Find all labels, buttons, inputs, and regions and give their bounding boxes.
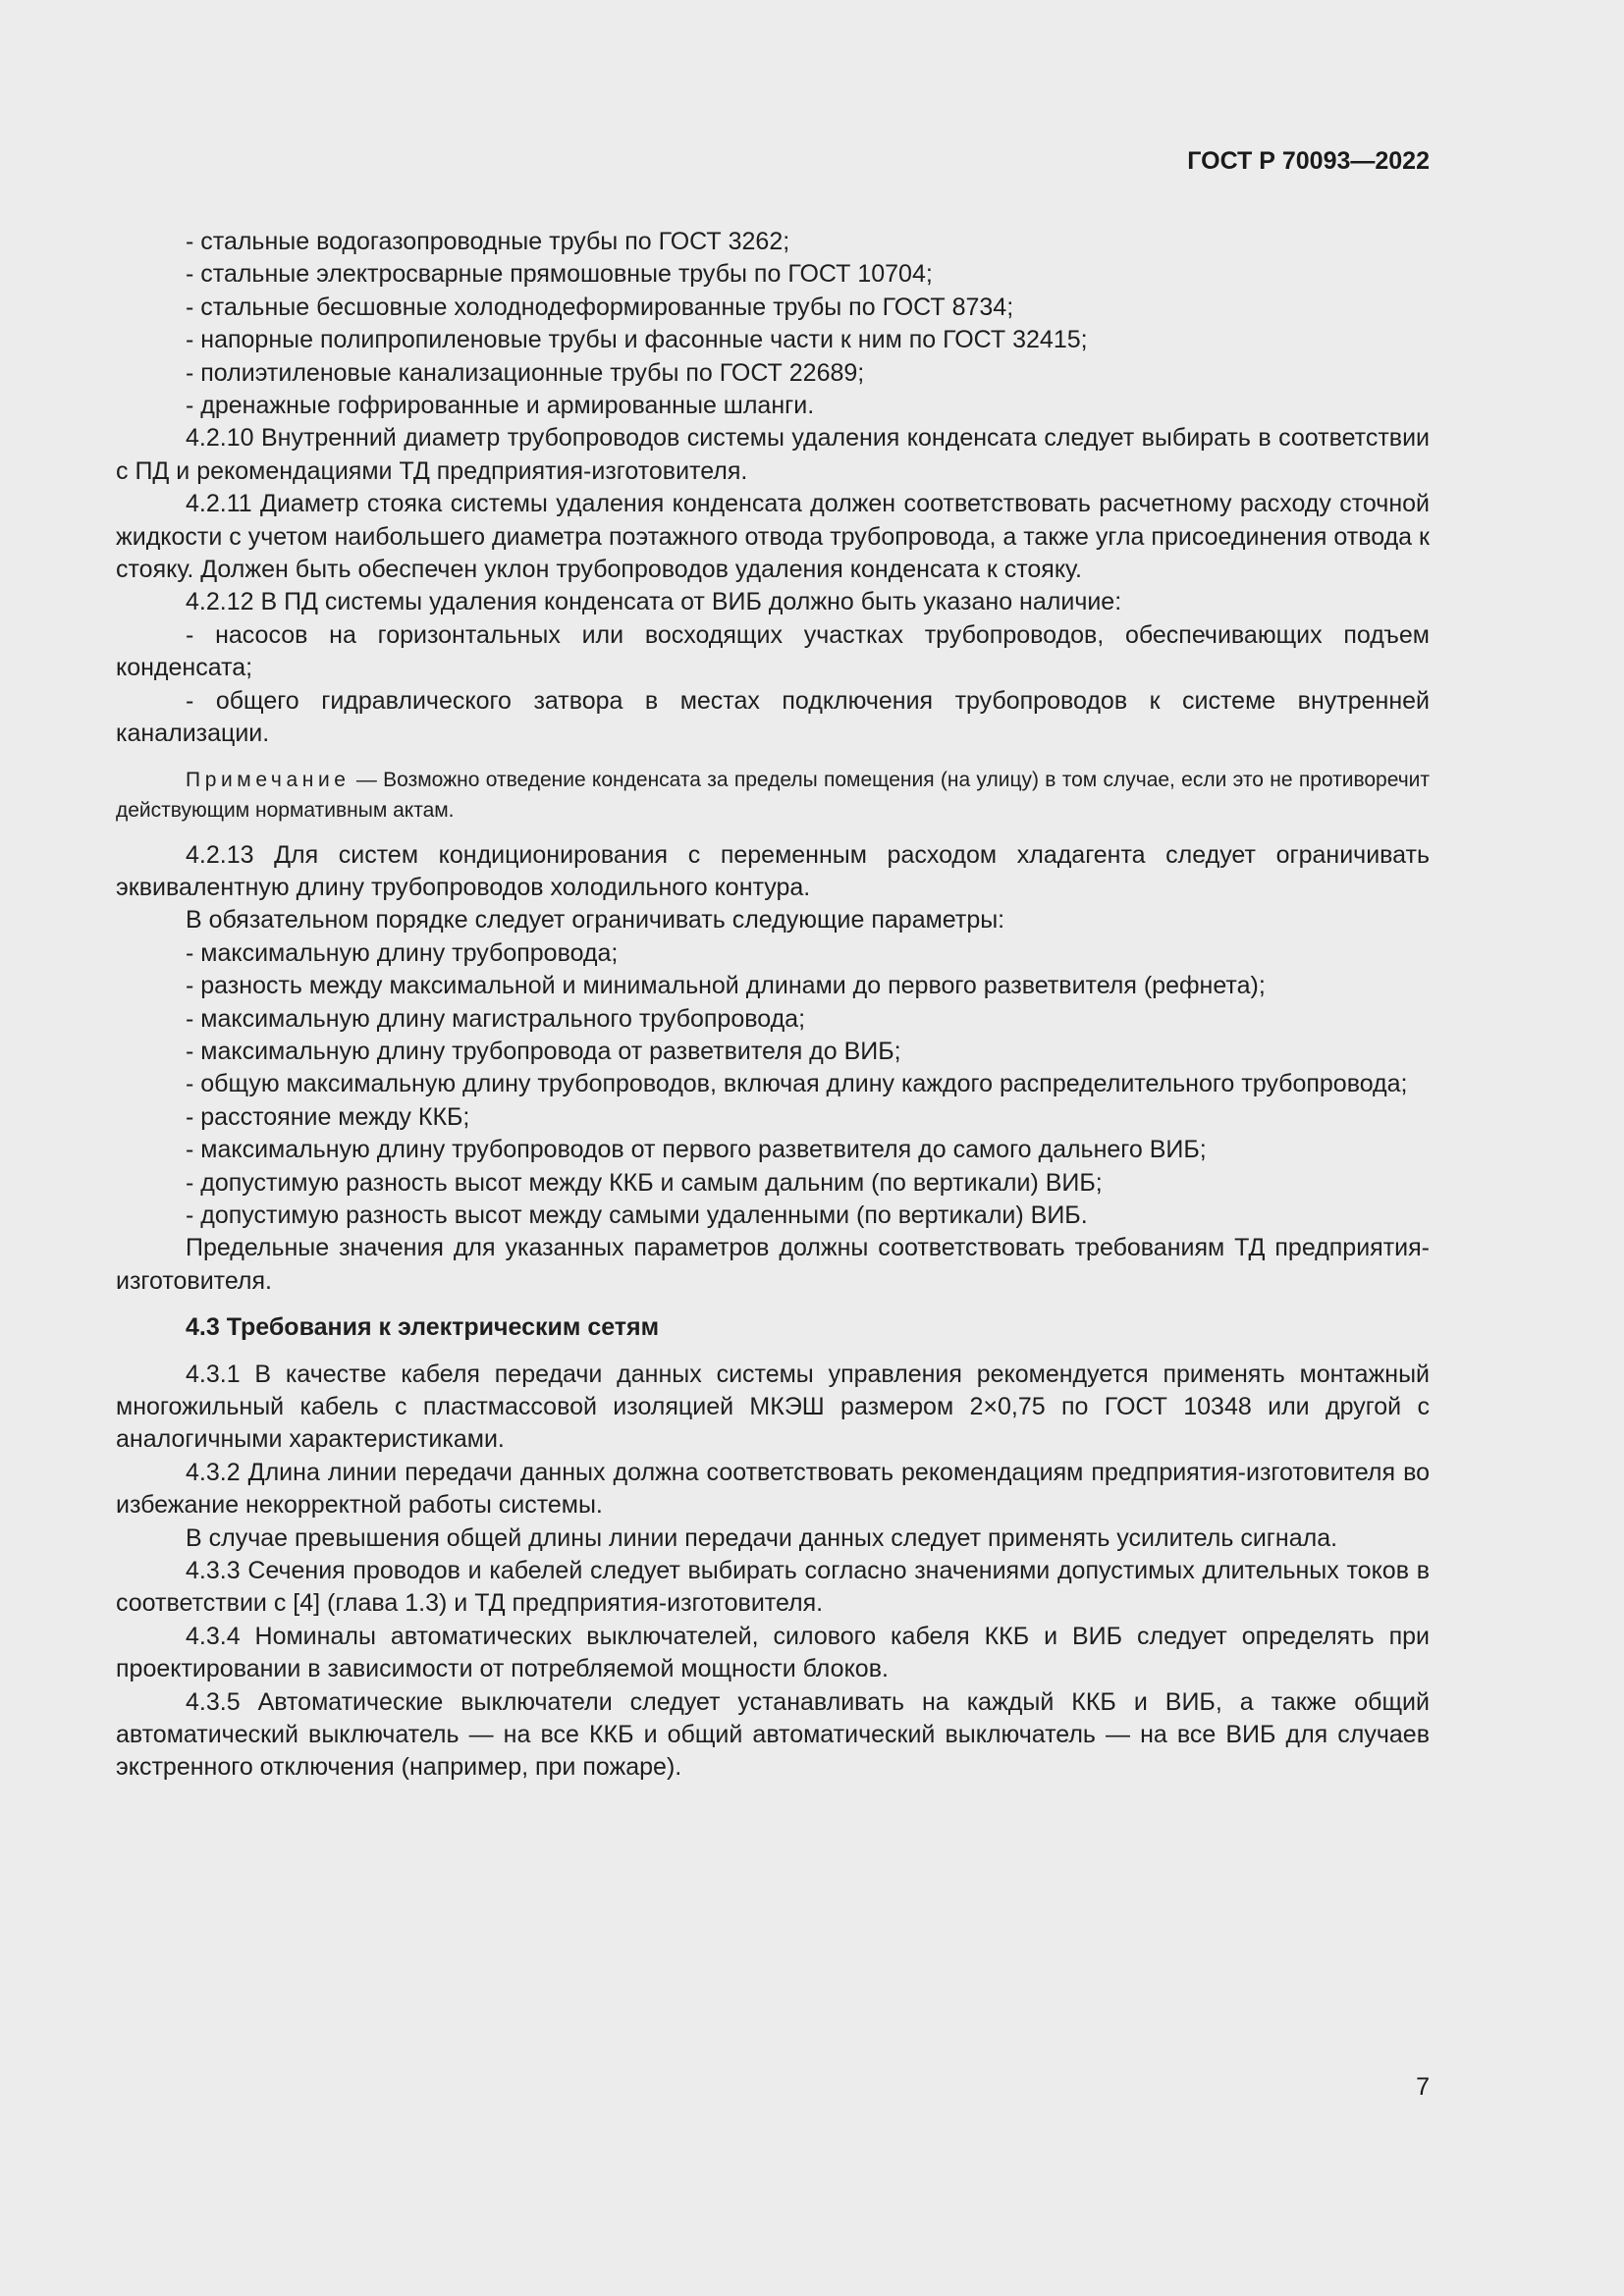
clause-4-2-12: 4.2.12 В ПД системы удаления конденсата от ВИБ должно быть указано наличие: — [186, 588, 1122, 616]
list-item: - общую максимальную длину трубопроводов, включая длину каждого распределительного трубопровода; — [186, 1070, 1408, 1098]
paragraph: Предельные значения для указанных параметров должны соответствовать требованиям ТД предприятия-изготовителя. — [116, 1234, 1430, 1295]
section-heading-4-3: 4.3 Требования к электрическим сетям — [186, 1313, 660, 1342]
note-text: — Возможно отведение конденсата за пределы помещения (на улицу) в том случае, если это не противоречит действующим нормативным актам. — [116, 768, 1430, 822]
clause-4-2-11: 4.2.11 Диаметр стояка системы удаления конденсата должен соответствовать расчетному расходу сточной жидкости с учетом наибольшего диаметра поэтажного отвода трубопровода, а также угла присоединения отвода к стояку. Должен быть обеспечен уклон трубопроводов удаления конденсата к стояку. — [116, 490, 1430, 584]
list-item: - расстояние между ККБ; — [186, 1102, 470, 1131]
page-number: 7 — [1416, 2073, 1430, 2101]
list-item: - дренажные гофрированные и армированные шланги. — [186, 392, 815, 420]
clause-4-3-5: 4.3.5 Автоматические выключатели следует устанавливать на каждый ККБ и ВИБ, а также общий автоматический выключатель — на все ККБ и общий автоматический выключатель — на все ВИБ для случаев экстренного отключения (например, при пожаре). — [116, 1687, 1430, 1782]
list-item: - стальные водогазопроводные трубы по ГОСТ 3262; — [186, 228, 790, 255]
list-item: - максимальную длину трубопровода от разветвителя до ВИБ; — [186, 1037, 901, 1065]
list-item: - максимальную длину трубопровода; — [186, 938, 619, 967]
document-body — [116, 226, 1430, 1785]
note-label: Примечание — [186, 768, 351, 791]
list-item: - допустимую разность высот между ККБ и самым дальним (по вертикали) ВИБ; — [186, 1168, 1103, 1197]
list-item: - стальные бесшовные холоднодеформированные трубы по ГОСТ 8734; — [186, 293, 1014, 321]
clause-4-2-10: 4.2.10 Внутренний диаметр трубопроводов системы удаления конденсата следует выбирать в соответствии с ПД и рекомендациями ТД предприятия-изготовителя. — [116, 424, 1430, 485]
list-item: - стальные электросварные прямошовные трубы по ГОСТ 10704; — [186, 260, 933, 289]
list-item: - общего гидравлического затвора в местах подключения трубопроводов к системе внутренней канализации. — [116, 686, 1430, 748]
document-code-header: ГОСТ Р 70093—2022 — [1187, 147, 1430, 175]
clause-4-3-2: 4.3.2 Длина линии передачи данных должна соответствовать рекомендациям предприятия-изготовителя во избежание некорректной работы системы. — [116, 1458, 1430, 1520]
list-item: - максимальную длину трубопроводов от первого разветвителя до самого дальнего ВИБ; — [186, 1136, 1207, 1164]
paragraph: В обязательном порядке следует ограничивать следующие параметры: — [186, 906, 1005, 934]
clause-4-3-3: 4.3.3 Сечения проводов и кабелей следует выбирать согласно значениями допустимых длительных токов в соответствии с [4] (глава 1.3) и ТД предприятия-изготовителя. — [116, 1557, 1430, 1618]
note-paragraph — [116, 765, 1430, 826]
list-item: - насосов на горизонтальных или восходящих участках трубопроводов, обеспечивающих подъем конденсата; — [116, 620, 1430, 682]
list-item: - полиэтиленовые канализационные трубы по ГОСТ 22689; — [186, 358, 865, 387]
list-item: - разность между максимальной и минимальной длинами до первого разветвителя (рефнета); — [186, 972, 1266, 1000]
list-item: - максимальную длину магистрального трубопровода; — [186, 1004, 806, 1033]
list-item: - допустимую разность высот между самыми удаленными (по вертикали) ВИБ. — [186, 1201, 1088, 1229]
clause-4-2-13: 4.2.13 Для систем кондиционирования с переменным расходом хладагента следует ограничивать эквивалентную длину трубопроводов холодильного контура. — [116, 840, 1430, 901]
paragraph: В случае превышения общей длины линии передачи данных следует применять усилитель сигнала. — [186, 1523, 1338, 1552]
clause-4-3-1: 4.3.1 В качестве кабеля передачи данных системы управления рекомендуется применять монтажный многожильный кабель с пластмассовой изоляцией МКЭШ размером 2×0,75 по ГОСТ 10348 или другой с аналогичными характеристиками. — [116, 1360, 1430, 1454]
clause-4-3-4: 4.3.4 Номиналы автоматических выключателей, силового кабеля ККБ и ВИБ следует определять при проектировании в зависимости от потребляемой мощности блоков. — [116, 1622, 1430, 1683]
list-item: - напорные полипропиленовые трубы и фасонные части к ним по ГОСТ 32415; — [186, 326, 1088, 354]
